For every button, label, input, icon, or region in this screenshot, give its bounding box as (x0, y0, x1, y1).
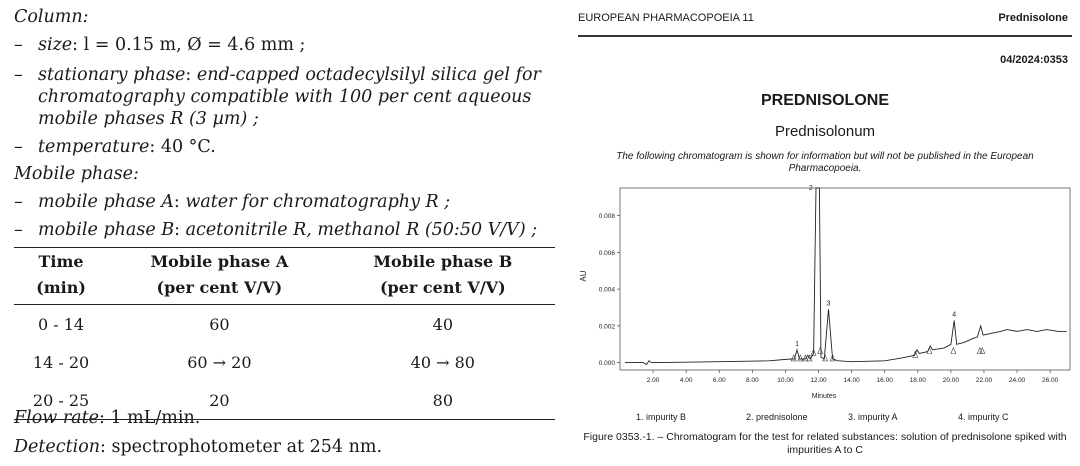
latin-name: Prednisolonum (774, 123, 876, 140)
column-size-item: – size: l = 0.15 m, Ø = 4.6 mm ; (14, 35, 306, 55)
monograph-reference: 04/2024:0353 (1000, 54, 1068, 66)
peak-label: 1 (795, 340, 799, 348)
running-header-left: EUROPEAN PHARMACOPOEIA 11 (578, 12, 754, 24)
table-cell: 0 - 14 (37, 314, 85, 334)
peak-label: 4 (952, 311, 957, 319)
header-mobile-phase-b: Mobile phase B (331, 248, 555, 275)
table-cell: 60 (209, 314, 230, 334)
peak-label: 2 (808, 185, 813, 192)
x-tick-label: 4.00 (679, 377, 693, 384)
x-tick-label: 8.00 (746, 377, 759, 384)
x-tick-label: 16.00 (876, 377, 893, 384)
column-temperature-item: – temperature: 40 °C. (14, 137, 216, 157)
x-tick-label: 2.00 (646, 377, 660, 384)
table-cell: 60 → 20 (187, 352, 252, 372)
x-tick-label: 12.00 (810, 377, 827, 384)
chromatogram-trace (625, 188, 1067, 365)
header-mobile-phase-a: Mobile phase A (108, 248, 331, 275)
integration-markers (791, 348, 985, 361)
table-row (14, 305, 555, 344)
stationary-phase-cont-2: mobile phases R (3 µm) ; (38, 109, 259, 129)
table-cell: 80 (331, 381, 555, 420)
header-time-unit: (min) (14, 274, 108, 305)
table-row (14, 343, 555, 381)
y-axis-label: AU (579, 270, 588, 282)
gradient-table (14, 247, 555, 420)
x-axis-ticks (647, 370, 1059, 384)
x-tick-label: 10.00 (777, 377, 794, 384)
x-tick-label: 22.00 (975, 377, 993, 384)
integration-marker (977, 348, 982, 354)
column-stationary-phase-item: – stationary phase: end-capped octadecylsilyl silica gel for (14, 65, 541, 85)
y-tick-label: 0.002 (598, 323, 615, 331)
y-axis-ticks (599, 213, 620, 367)
x-tick-label: 6.00 (712, 377, 726, 384)
y-tick-label: 0.000 (598, 360, 615, 368)
detection-line: Detection: spectrophotometer at 254 nm. (14, 437, 383, 457)
stationary-phase-cont-1: chromatography compatible with 100 per cent aqueous (38, 87, 532, 107)
x-tick-label: 24.00 (1008, 377, 1026, 384)
integration-marker (951, 348, 956, 354)
x-tick-label: 20.00 (942, 377, 960, 384)
legend-item: 1. impurity B (636, 412, 687, 422)
y-tick-label: 0.006 (598, 249, 615, 257)
legend-item: 4. impurity C (958, 412, 1009, 422)
monograph-page (578, 0, 1074, 466)
chromatogram-chart (578, 180, 1072, 410)
table-cell: 40 (432, 314, 453, 334)
running-header-right: Prednisolone (998, 12, 1068, 24)
legend-item: 2. prednisolone (746, 412, 808, 422)
mobile-phase-heading: Mobile phase: (14, 164, 139, 184)
figure-caption: Figure 0353.-1. – Chromatogram for the test for related substances: solution of prednisolone spiked with impurities A to C (583, 431, 1067, 456)
peak-label: 3 (826, 300, 831, 308)
table-row (14, 381, 555, 420)
column-heading: Column: (14, 7, 89, 27)
header-mobile-phase-a-unit: (per cent V/V) (108, 274, 331, 305)
mobile-phase-a-item: – mobile phase A: water for chromatography R ; (14, 192, 451, 212)
table-cell: 40 → 80 (410, 352, 475, 372)
monograph-title: PREDNISOLONE (760, 92, 889, 109)
chromatogram-note: The following chromatogram is shown for information but will not be published in the European Pharmacopoeia. (616, 151, 1034, 174)
x-tick-label: 26.00 (1042, 377, 1059, 384)
table-cell: 14 - 20 (32, 352, 90, 372)
y-tick-label: 0.004 (598, 286, 615, 294)
table-cell: 20 - 25 (14, 381, 108, 420)
header-rule (578, 35, 1072, 37)
plot-frame (620, 188, 1070, 370)
x-tick-label: 14.00 (843, 377, 860, 384)
mobile-phase-b-item: – mobile phase B: acetonitrile R, methanol R (50:50 V/V) ; (14, 220, 538, 240)
flow-rate-line: Flow rate: 1 mL/min. (14, 408, 201, 428)
table-cell: 20 (108, 381, 331, 420)
header-time: Time (14, 248, 108, 275)
x-tick-label: 18.00 (909, 377, 926, 384)
header-mobile-phase-b-unit: (per cent V/V) (331, 274, 555, 305)
legend-item: 3. impurity A (848, 412, 898, 422)
integration-marker (818, 348, 823, 354)
y-tick-label: 0.008 (598, 213, 615, 221)
integration-marker (980, 348, 985, 354)
x-axis-label: Minutes (811, 393, 837, 400)
